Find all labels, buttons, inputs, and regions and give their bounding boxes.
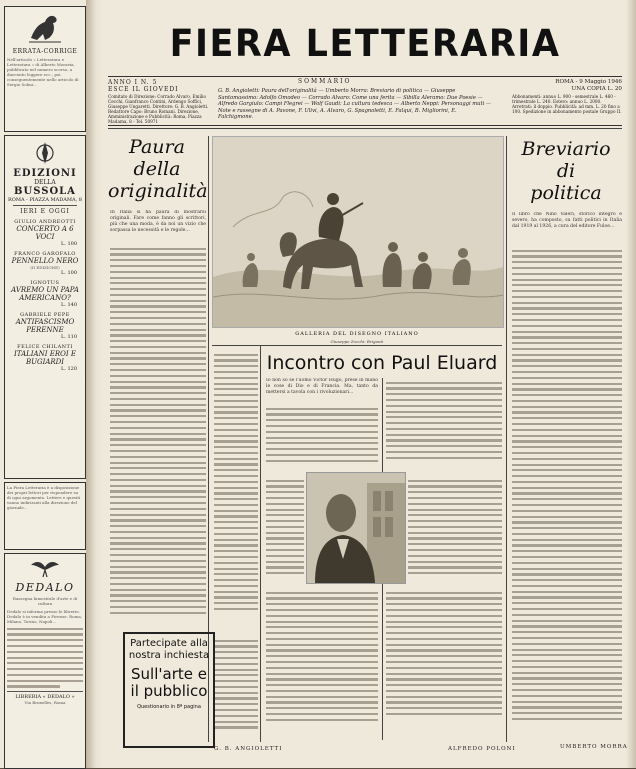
eluard-body-col1a xyxy=(266,404,378,470)
eluard-photo xyxy=(306,472,406,584)
eluard-title: Incontro con Paul Eluard xyxy=(266,352,498,374)
book-item xyxy=(7,219,83,247)
book-price: L. 110 xyxy=(60,334,77,340)
left-advert-column xyxy=(4,6,86,762)
painting-illustration xyxy=(212,136,504,328)
edizioni-bussola-ad xyxy=(4,135,86,479)
survey-line1: Partecipate alla nostra inchiesta xyxy=(128,638,210,661)
eluard-body-col2b xyxy=(408,476,502,586)
edizioni-word: EDIZIONI xyxy=(13,168,77,179)
paura-body-col2b xyxy=(214,636,258,740)
book-title: ANTIFASCISMO PERENNE xyxy=(15,318,75,334)
book-author: GIULIO ANDREOTTI xyxy=(14,219,76,225)
series-name: IERI E OGGI xyxy=(20,208,70,215)
paura-lead: In Italia si ha paura di mostrarsi originali. Fare come fanno gli scrittori, più che una moda, è da noi un vizio che sorpassa le necessità e le regole... xyxy=(110,210,206,233)
book-item xyxy=(7,344,83,372)
book-author: GABRIELE PEPE xyxy=(20,312,70,318)
horse-emblem-icon xyxy=(25,10,65,46)
breviario-body xyxy=(512,246,622,736)
masthead-title: FIERA LETTERARIA xyxy=(169,22,561,66)
meta-row xyxy=(108,76,622,126)
dedalo-ad xyxy=(4,553,86,769)
book-title: ITALIANI EROI E BUGIARDI xyxy=(14,350,76,366)
paura-body-col1 xyxy=(110,244,206,624)
book-title: AVREMO UN PAPA AMERICANO? xyxy=(11,286,79,302)
notice-box xyxy=(4,482,86,550)
libreria-dedalo: LIBRERIA « DEDALO » xyxy=(7,691,83,700)
masthead xyxy=(108,24,622,72)
book-note: (II EDIZIONE) xyxy=(30,265,60,270)
dedalo-title: DEDALO xyxy=(15,581,75,594)
book-price: L. 100 xyxy=(60,241,77,247)
copy-price: UNA COPIA L. 20 xyxy=(571,86,622,92)
book-author: IGNOTUS xyxy=(30,280,60,286)
article-breviario xyxy=(510,138,622,204)
notice-text: La Fiera Letteraria è a disposizione dei propri lettori per rispondere su di ogni argomento. Lettere e quesiti vanno indirizzati alla direzione del giornale... xyxy=(7,485,81,510)
paura-body-col2 xyxy=(214,350,258,630)
eluard-body-col1b xyxy=(266,476,304,586)
bussola-word: BUSSOLA xyxy=(14,186,76,197)
book-author: FELICE CHILANTI xyxy=(17,344,73,350)
portrait-photo xyxy=(307,473,405,583)
book-item xyxy=(7,312,83,340)
breviario-signature: UMBERTO MORRA xyxy=(560,744,628,750)
eluard-body-col2a xyxy=(386,378,502,470)
book-title: CONCERTO A 6 VOCI xyxy=(16,225,74,241)
survey-callout xyxy=(123,632,215,748)
survey-line3: Questionario in 8ª pagina xyxy=(137,704,201,710)
breviario-title-2: di xyxy=(556,160,576,182)
sommario-label: SOMMARIO xyxy=(298,78,352,85)
compass-emblem-icon xyxy=(34,139,56,167)
della-word: DELLA xyxy=(34,179,56,186)
issue-date: ROMA - 9 Maggio 1946 xyxy=(555,79,622,85)
breviario-lead: Il libro che Nino Valeri, storico integro e severo, ha composto, su fatti politici in Italia dal 1919 al 1926, a cura del editore Fuloe... xyxy=(512,212,622,229)
dedalo-subtitle: Rassegna bimestrale d'arte e di cultura xyxy=(12,596,78,606)
book-price: L. 120 xyxy=(60,366,77,372)
paura-signature: G. B. ANGIOLETTI xyxy=(214,746,283,752)
paura-title-2: della xyxy=(133,158,181,180)
editorial-board: Comitato di Direzione: Corrado Alvaro, Emilio Cecchi, Gianfranco Contini, Ardengo Soffici, Giuseppe Ungaretti. Direttore: G. B. Angioletti. Redattore Capo: Bruno Romani. Direzione, Amministrazione e Pubblicità: Roma, Piazza Madama, 8 - Tel. 50971 xyxy=(108,94,209,124)
date-price xyxy=(555,79,622,93)
eluard-signature: ALFREDO POLONI xyxy=(448,746,516,752)
errata-title: ERRATA-CORRIGE xyxy=(12,48,78,55)
errata-box xyxy=(4,6,86,132)
edizioni-address: ROMA - PIAZZA MADAMA, 8 xyxy=(7,197,82,203)
publication-day: ESCE IL GIOVEDI xyxy=(108,86,179,93)
breviario-title-3: politica xyxy=(530,182,602,204)
table-of-contents: G. B. Angioletti: Paura dell'originalità — Umberto Morra: Breviario di politica — Giuseppe Santomassimo: Adolfo Omodeo — Corrado Alvaro: Come una ferita — Sibilla Aleramo: Due Poesie — Alfredo Gargiulo: Campi Flegrei — Wolf Gaudi: La cultura tedesca — Alberto Neppi: Personaggi muti — Note e rassegne di A. Pavone, F. Ulivi, A. Alvaro, G. Spagnoletti, E. Falqui, B. Migliorini, E. Falchigmone. xyxy=(218,88,492,120)
issue-number: ANNO I N. 5 xyxy=(108,79,158,86)
book-price: L. 140 xyxy=(60,302,77,308)
dedalo-text-lines xyxy=(7,628,83,688)
article-paura xyxy=(108,136,206,202)
binding-spine xyxy=(86,0,102,768)
book-price: L. 100 xyxy=(60,270,77,276)
painting-credit: Giuseppe Zocchi: Briganti xyxy=(330,339,384,344)
paura-title-1: Paura xyxy=(129,136,185,158)
page-edge xyxy=(626,0,636,768)
painting-caption: GALLERIA DEL DISEGNO ITALIANO xyxy=(295,331,419,337)
libreria-address: Via Bruxelles, Roma xyxy=(24,700,66,706)
eluard-body-col1c xyxy=(266,588,378,738)
issue-info xyxy=(108,79,179,93)
errata-text: Nell'articolo « Letteratura e Letteratura » di Alberto Moravia, pubblicato nel numero scorso, a duecento leggere ecc., poi conseguentemente nello articolo di Sergio Solmi... xyxy=(7,57,79,87)
book-author: FRANCO GAROFALO xyxy=(14,251,76,257)
dedalo-text: Dedalo si informa presso le librerie. Dedalo è in vendita a Firenze, Roma, Milano, Torino, Napoli... xyxy=(7,609,83,624)
survey-line2: Sull'arte e il pubblico xyxy=(130,665,208,700)
book-item xyxy=(7,280,83,308)
brigands-drawing xyxy=(213,137,503,327)
breviario-title-1: Breviario xyxy=(521,138,611,160)
subscription-info: Abbonamenti: annuo L. 900 - semestrale L. 460 - trimestrale L. 240. Estero: annuo L. 2000. Arretrati: il doppio. Pubblicità: ad mm. L. 20 fino a 100. Spedizione in abbonamento postale Gruppo II. xyxy=(512,94,622,114)
book-list xyxy=(7,219,83,372)
eluard-lead: Io non so se l'uomo Victor Hugo, prese in mano le cose di Dio e di Francia. Ma, tanto da mettersi a tavola con i rivoluzionari... xyxy=(266,378,378,395)
paura-title-3: originalità xyxy=(108,180,208,202)
winged-figure-icon xyxy=(29,557,61,579)
book-title: PENNELLO NERO xyxy=(11,257,79,265)
book-item xyxy=(7,251,83,276)
eluard-body-col2c xyxy=(386,588,502,734)
